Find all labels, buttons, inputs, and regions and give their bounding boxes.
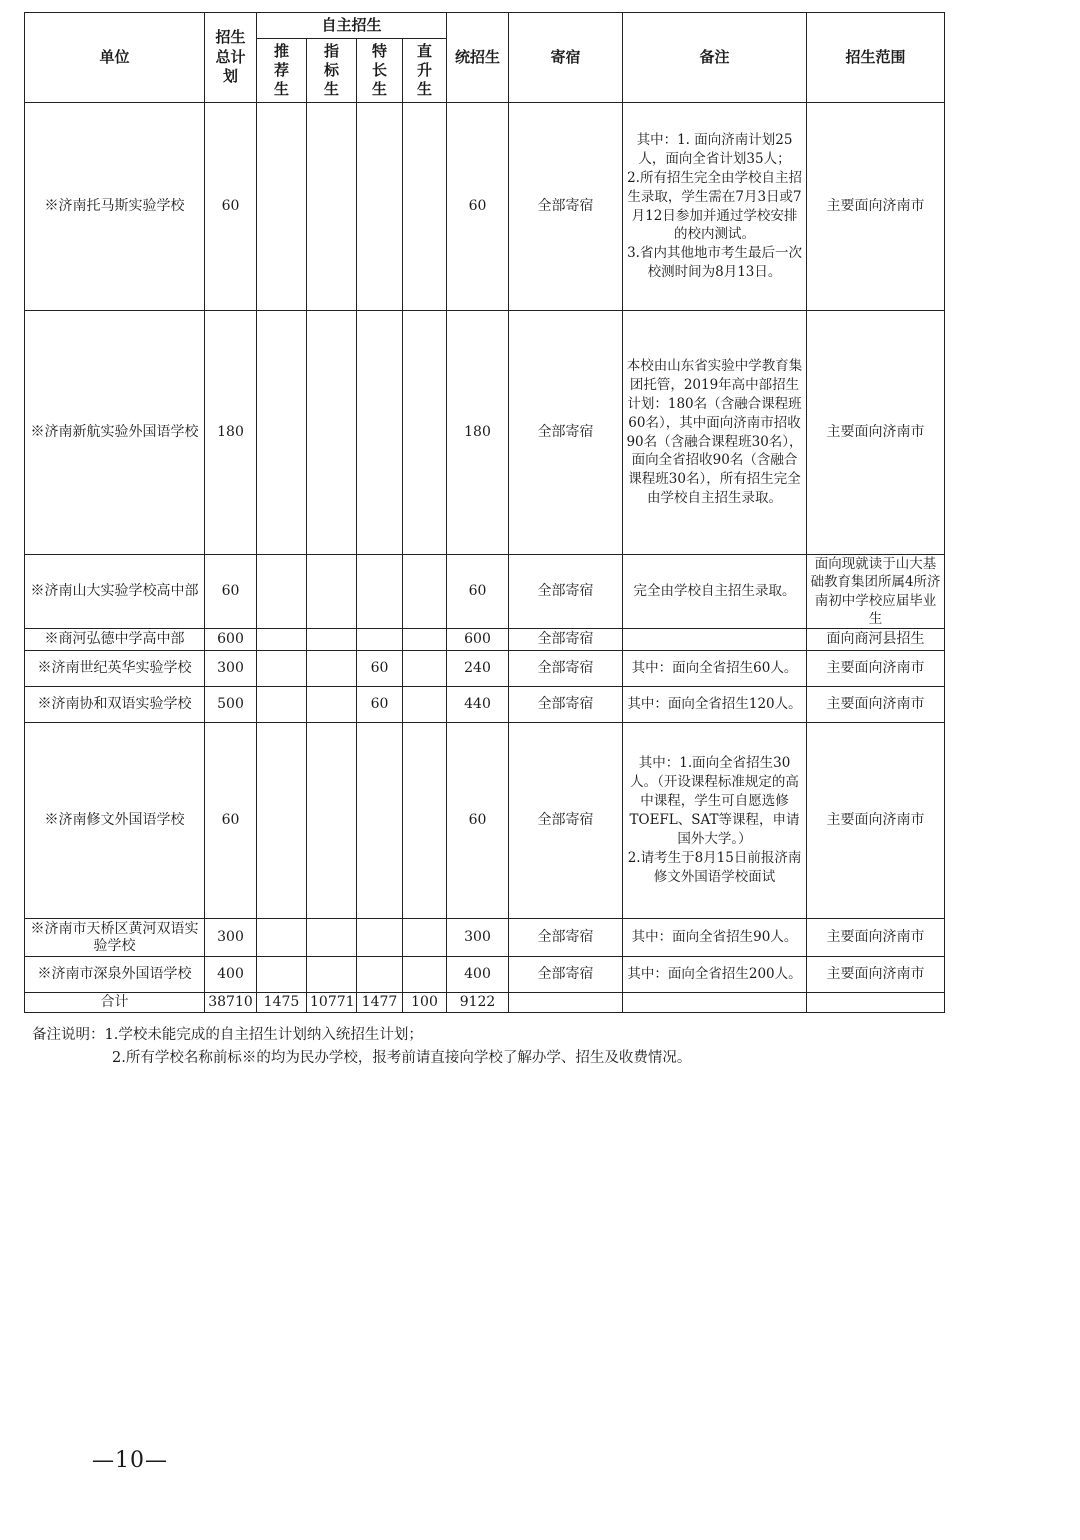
row-boarding: 全部寄宿: [509, 919, 623, 957]
row-remarks: [623, 723, 807, 919]
row-boarding: 全部寄宿: [509, 723, 623, 919]
row-unit: ※济南托马斯实验学校: [25, 103, 205, 311]
totals-remarks: [623, 993, 807, 1013]
row-quota: [307, 957, 357, 993]
header-unit: 单位: [25, 13, 205, 103]
remark-line: 完全由学校自主招生录取。: [633, 583, 796, 600]
row-remarks: [623, 311, 807, 555]
table-body: [25, 103, 945, 1013]
row-unit: ※济南新航实验外国语学校: [25, 311, 205, 555]
row-recommend: [257, 651, 307, 687]
remark-line: 3.省内其他地市考生最后一次校测时间为8月13日。: [627, 245, 802, 281]
row-special: 60: [357, 651, 403, 687]
header-special: 特长生: [357, 39, 403, 103]
remark-line: 本校由山东省实验中学教育集团托管，2019年高中部招生计划：180名（含融合课程班60名），其中面向济南市招收90名（含融合课程班30名），面向全省招收90名（含融合课程班30名），所有招生完全由学校自主招生录取。: [626, 357, 803, 507]
page-number: —10—: [92, 1448, 168, 1473]
remark-line: 2.所有招生完全由学校自主招生录取，学生需在7月3日或7月12日参加并通过学校安排的校内测试。: [627, 169, 802, 243]
row-unified: 300: [447, 919, 509, 957]
remark-line: 其中：面向全省招生120人。: [627, 696, 802, 713]
row-unit: ※济南山大实验学校高中部: [25, 555, 205, 629]
row-unified: 60: [447, 723, 509, 919]
row-quota: [307, 651, 357, 687]
row-scope: 面向现就读于山大基础教育集团所属4所济南初中学校应届毕业生: [807, 555, 945, 629]
row-remarks: [623, 687, 807, 723]
totals-recommend: 1475: [257, 993, 307, 1013]
footnote-line-2: 2.所有学校名称前标※的均为民办学校，报考前请直接向学校了解办学、招生及收费情况。: [112, 1050, 692, 1067]
table-row: [25, 723, 945, 919]
row-quota: [307, 919, 357, 957]
row-scope: 主要面向济南市: [807, 651, 945, 687]
row-boarding: 全部寄宿: [509, 311, 623, 555]
row-scope: 主要面向济南市: [807, 957, 945, 993]
row-special: [357, 919, 403, 957]
remark-line: 其中：1.面向全省招生30人。（开设课程标准规定的高中课程，学生可自愿选修TOEFL、SAT等课程，申请国外大学。）: [629, 755, 800, 847]
row-quota: [307, 555, 357, 629]
header-boarding: 寄宿: [509, 13, 623, 103]
remark-line: 其中：1. 面向济南计划25人，面向全省计划35人；: [636, 131, 793, 167]
header-self-enroll: 自主招生: [257, 13, 447, 39]
row-direct: [403, 957, 447, 993]
admissions-table: [24, 12, 945, 1013]
row-direct: [403, 103, 447, 311]
row-unit: ※济南市深泉外国语学校: [25, 957, 205, 993]
row-quota: [307, 311, 357, 555]
row-unified: 400: [447, 957, 509, 993]
row-recommend: [257, 687, 307, 723]
row-direct: [403, 723, 447, 919]
totals-unified: 9122: [447, 993, 509, 1013]
row-scope: 主要面向济南市: [807, 687, 945, 723]
row-unit: ※济南修文外国语学校: [25, 723, 205, 919]
row-boarding: 全部寄宿: [509, 957, 623, 993]
row-total: 300: [205, 919, 257, 957]
table-row: [25, 555, 945, 629]
row-special: [357, 555, 403, 629]
row-recommend: [257, 957, 307, 993]
row-total: 500: [205, 687, 257, 723]
totals-boarding: [509, 993, 623, 1013]
row-unit: ※济南协和双语实验学校: [25, 687, 205, 723]
row-remarks: [623, 555, 807, 629]
admissions-table-sheet: [24, 12, 945, 1013]
row-direct: [403, 311, 447, 555]
table-header: [25, 13, 945, 103]
totals-label: 合计: [25, 993, 205, 1013]
remark-line: 2.请考生于8月15日前报济南修文外国语学校面试: [627, 849, 802, 885]
row-remarks: [623, 629, 807, 651]
row-recommend: [257, 555, 307, 629]
row-total: 400: [205, 957, 257, 993]
totals-special: 1477: [357, 993, 403, 1013]
table-row: [25, 103, 945, 311]
footnote-line-1: 备注说明：1.学校未能完成的自主招生计划纳入统招生计划；: [32, 1027, 423, 1043]
row-quota: [307, 687, 357, 723]
row-quota: [307, 629, 357, 651]
row-scope: 面向商河县招生: [807, 629, 945, 651]
row-unified: 60: [447, 555, 509, 629]
row-unit: ※济南市天桥区黄河双语实验学校: [25, 919, 205, 957]
row-boarding: 全部寄宿: [509, 629, 623, 651]
header-unified: 统招生: [447, 13, 509, 103]
row-special: 60: [357, 687, 403, 723]
table-row: [25, 651, 945, 687]
row-special: [357, 103, 403, 311]
row-total: 60: [205, 103, 257, 311]
row-recommend: [257, 723, 307, 919]
header-quota: 指标生: [307, 39, 357, 103]
header-recommend: 推荐生: [257, 39, 307, 103]
row-total: 300: [205, 651, 257, 687]
row-recommend: [257, 629, 307, 651]
row-special: [357, 957, 403, 993]
row-unified: 180: [447, 311, 509, 555]
header-total-plan: 招生总计划: [205, 13, 257, 103]
row-remarks: [623, 651, 807, 687]
header-scope: 招生范围: [807, 13, 945, 103]
totals-total: 38710: [205, 993, 257, 1013]
totals-row: [25, 993, 945, 1013]
row-scope: 主要面向济南市: [807, 919, 945, 957]
row-boarding: 全部寄宿: [509, 651, 623, 687]
row-unified: 600: [447, 629, 509, 651]
remark-line: 其中：面向全省招生200人。: [627, 966, 802, 983]
row-special: [357, 723, 403, 919]
row-unit: ※商河弘德中学高中部: [25, 629, 205, 651]
row-direct: [403, 687, 447, 723]
row-scope: 主要面向济南市: [807, 103, 945, 311]
row-unified: 60: [447, 103, 509, 311]
row-direct: [403, 651, 447, 687]
remark-line: 其中：面向全省招生90人。: [631, 929, 798, 946]
totals-direct: 100: [403, 993, 447, 1013]
header-direct: 直升生: [403, 39, 447, 103]
table-row: [25, 687, 945, 723]
table-row: [25, 919, 945, 957]
row-scope: 主要面向济南市: [807, 723, 945, 919]
row-total: 60: [205, 555, 257, 629]
row-scope: 主要面向济南市: [807, 311, 945, 555]
row-total: 180: [205, 311, 257, 555]
row-special: [357, 629, 403, 651]
remark-line: 其中：面向全省招生60人。: [631, 660, 798, 677]
row-boarding: 全部寄宿: [509, 555, 623, 629]
row-boarding: 全部寄宿: [509, 687, 623, 723]
table-row: [25, 311, 945, 555]
row-unit: ※济南世纪英华实验学校: [25, 651, 205, 687]
table-row: [25, 629, 945, 651]
row-recommend: [257, 103, 307, 311]
totals-quota: 10771: [307, 993, 357, 1013]
footnotes: [32, 1024, 691, 1070]
header-remarks: 备注: [623, 13, 807, 103]
row-total: 60: [205, 723, 257, 919]
row-recommend: [257, 919, 307, 957]
row-recommend: [257, 311, 307, 555]
row-total: 600: [205, 629, 257, 651]
row-direct: [403, 919, 447, 957]
row-boarding: 全部寄宿: [509, 103, 623, 311]
row-direct: [403, 629, 447, 651]
row-quota: [307, 103, 357, 311]
row-quota: [307, 723, 357, 919]
row-special: [357, 311, 403, 555]
row-unified: 240: [447, 651, 509, 687]
row-remarks: [623, 957, 807, 993]
table-row: [25, 957, 945, 993]
row-direct: [403, 555, 447, 629]
row-remarks: [623, 919, 807, 957]
row-unified: 440: [447, 687, 509, 723]
row-remarks: [623, 103, 807, 311]
totals-scope: [807, 993, 945, 1013]
